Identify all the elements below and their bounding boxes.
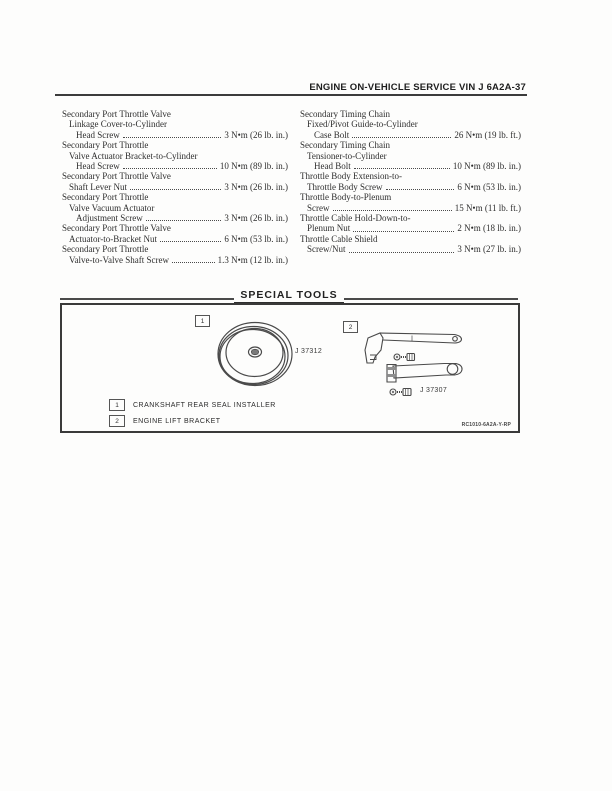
spec-line — [62, 161, 288, 171]
spec-value: 6 N•m (53 lb. in.) — [224, 233, 288, 244]
spec-value: 1.3 N•m (12 lb. in.) — [217, 254, 288, 265]
spec-label: Secondary Port Throttle — [62, 140, 149, 151]
dot-leader — [353, 231, 454, 232]
dot-leader — [123, 137, 222, 138]
spec-label: Adjustment Screw — [76, 213, 143, 224]
spec-line — [62, 130, 288, 140]
spec-line — [300, 140, 521, 150]
dot-leader — [349, 252, 455, 253]
spec-value: 3 N•m (27 lb. in.) — [457, 244, 521, 255]
spec-label: Throttle Body-to-Plenum — [300, 192, 392, 203]
spec-line — [62, 213, 288, 223]
spec-label: Head Bolt — [314, 161, 351, 172]
spec-label: Secondary Timing Chain — [300, 140, 391, 151]
spec-line — [62, 234, 288, 244]
spec-label: Secondary Timing Chain — [300, 109, 391, 119]
dot-leader — [130, 189, 221, 190]
legend-tag-2: 2 — [109, 415, 125, 427]
spec-value: 3 N•m (26 lb. in.) — [224, 181, 288, 192]
spec-value: 2 N•m (18 lb. in.) — [457, 223, 521, 234]
dot-leader — [386, 189, 455, 190]
spec-label: Secondary Port Throttle — [62, 244, 149, 255]
dot-leader — [352, 137, 451, 138]
spec-line — [300, 192, 521, 202]
special-tools-heading-text: SPECIAL TOOLS — [234, 289, 343, 304]
spec-line — [300, 151, 521, 161]
header-rule — [55, 94, 527, 96]
spec-value: 15 N•m (11 lb. ft.) — [454, 202, 521, 213]
spec-value: 3 N•m (26 lb. in.) — [224, 129, 288, 140]
lift-bracket-drawing — [365, 333, 462, 396]
spec-label: Valve Actuator Bracket-to-Cylinder — [69, 150, 198, 161]
tool-1-part-number: J 37312 — [295, 348, 323, 355]
spec-line — [300, 203, 521, 213]
spec-line — [300, 109, 521, 119]
spec-line — [300, 161, 521, 171]
spec-label: Screw/Nut — [307, 244, 346, 255]
spec-line — [300, 130, 521, 140]
spec-label: Secondary Port Throttle Valve — [62, 109, 171, 119]
dot-leader — [354, 168, 450, 169]
spec-label: Plenum Nut — [307, 223, 351, 234]
spec-line — [62, 140, 288, 150]
spec-value: 10 N•m (89 lb. in.) — [219, 161, 288, 172]
spec-line — [62, 244, 288, 254]
spec-label: Screw — [307, 202, 330, 213]
spec-line — [62, 171, 288, 181]
spec-line — [300, 234, 521, 244]
spec-value: 3 N•m (26 lb. in.) — [224, 213, 288, 224]
spec-line — [300, 223, 521, 233]
spec-label: Actuator-to-Bracket Nut — [69, 233, 158, 244]
special-tools-heading — [60, 285, 518, 304]
spec-label: Case Bolt — [314, 129, 350, 140]
spec-line — [62, 192, 288, 202]
spec-label: Shaft Lever Nut — [69, 181, 127, 192]
spec-value: 6 N•m (53 lb. in.) — [457, 181, 521, 192]
spec-value: 10 N•m (89 lb. in.) — [452, 161, 521, 172]
spec-line — [300, 171, 521, 181]
spec-label: Throttle Cable Hold-Down-to- — [300, 213, 411, 224]
spec-label: Valve Vacuum Actuator — [69, 202, 155, 213]
spec-label: Throttle Cable Shield — [300, 233, 378, 244]
dot-leader — [146, 220, 222, 221]
spec-label: Secondary Port Throttle — [62, 192, 149, 203]
spec-label: Tensioner-to-Cylinder — [307, 150, 387, 161]
spec-label: Linkage Cover-to-Cylinder — [69, 119, 168, 130]
tool-2-callout-tag: 2 — [343, 321, 358, 333]
legend-label-1: CRANKSHAFT REAR SEAL INSTALLER — [133, 401, 276, 409]
spec-line — [300, 182, 521, 192]
spec-label: Throttle Body Extension-to- — [300, 171, 402, 182]
spec-label: Head Screw — [76, 161, 120, 172]
spec-line — [62, 109, 288, 119]
spec-line — [62, 223, 288, 233]
spec-line — [300, 119, 521, 129]
legend-tag-1: 1 — [109, 399, 125, 411]
spec-line — [300, 244, 521, 254]
spec-label: Valve-to-Valve Shaft Screw — [69, 254, 169, 265]
spec-column-left — [62, 109, 288, 265]
tools-legend — [109, 399, 276, 431]
spec-column-right — [300, 109, 521, 255]
legend-label-2: ENGINE LIFT BRACKET — [133, 417, 221, 425]
legend-row-1 — [109, 399, 276, 411]
spec-line — [62, 255, 288, 265]
spec-line — [62, 182, 288, 192]
page-header-title: ENGINE ON-VEHICLE SERVICE VIN J 6A2A-37 — [309, 82, 526, 93]
dot-leader — [123, 168, 217, 169]
spec-label: Secondary Port Throttle Valve — [62, 171, 171, 182]
seal-installer-drawing — [218, 323, 292, 386]
dot-leader — [172, 262, 215, 263]
spec-line — [62, 203, 288, 213]
special-tools-figure — [60, 303, 520, 433]
spec-label: Head Screw — [76, 129, 120, 140]
tool-1-callout-tag: 1 — [195, 315, 210, 327]
tool-2-part-number: J 37307 — [420, 387, 448, 394]
spec-value: 26 N•m (19 lb. ft.) — [454, 129, 521, 140]
spec-line — [62, 119, 288, 129]
spec-label: Secondary Port Throttle Valve — [62, 223, 171, 234]
spec-label: Fixed/Pivot Guide-to-Cylinder — [307, 119, 418, 130]
dot-leader — [333, 210, 452, 211]
spec-line — [62, 151, 288, 161]
dot-leader — [160, 241, 221, 242]
spec-line — [300, 213, 521, 223]
spec-label: Throttle Body Screw — [307, 181, 383, 192]
figure-reference-code: RC1010-6A2A-Y-RP — [461, 422, 511, 428]
legend-row-2 — [109, 415, 276, 427]
